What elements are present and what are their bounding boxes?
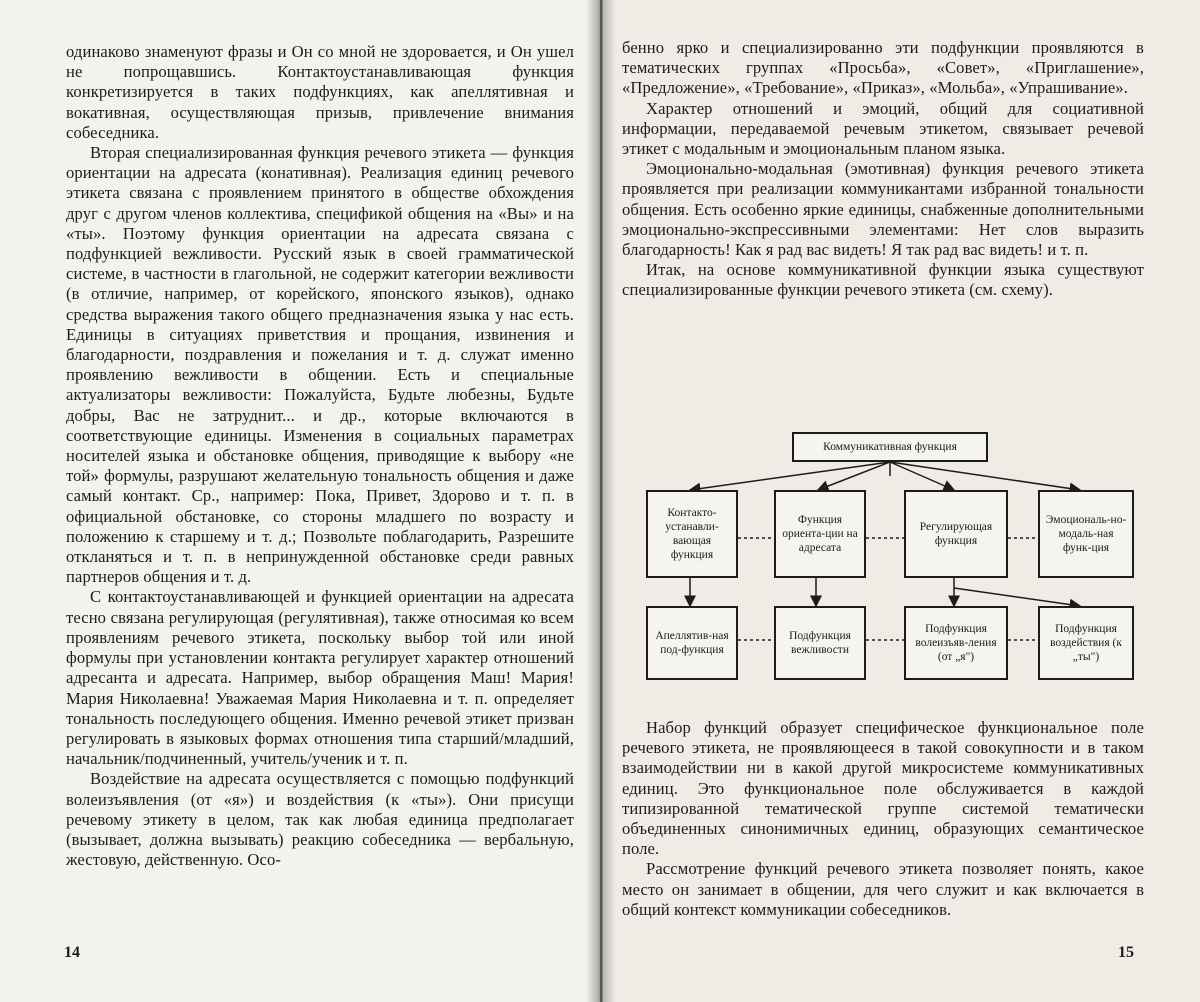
diagram-box: Апеллятив-ная под-функция <box>646 606 738 680</box>
paragraph: С контактоустанавливающей и функцией ориентации на адресата тесно связана регулирующая (регулятивная), также относимая ко всем проявлениям речевого этикета, поскольку выбор той или иной формулы при установлении контакта регулирует характер отношений адресанта и адресата. Например, выбор обращения Маш! Мария! Мария Николаевна! Уважаемая Мария Николаевна и т. п. определяет тональность последующего общения. Именно речевой этикет призван регулировать в языковых формах отношения типа старший/младший, начальник/подчиненный, учитель/ученик и т. п. <box>66 587 574 769</box>
book-gutter <box>586 0 616 1002</box>
functions-diagram <box>640 428 1140 690</box>
paragraph: Характер отношений и эмоций, общий для социативной информации, передаваемой речевым этикетом, связывает речевой этикет с модальным и эмоциональным планом языка. <box>622 99 1144 160</box>
diagram-box: Функция ориента-ции на адресата <box>774 490 866 578</box>
paragraph: одинаково знаменуют фразы и Он со мной не здоровается, и Он ушел не попрощавшись. Контактоустанавливающая функция конкретизируется в таких подфункциях, как апеллятивная и вокативная, осуществляющая призыв, привлечение внимания собеседника. <box>66 42 574 143</box>
connector-line <box>890 462 1080 490</box>
right-text-column-upper <box>622 38 1144 301</box>
diagram-box-root: Коммуникативная функция <box>792 432 988 462</box>
connector-line <box>818 462 890 490</box>
diagram-box: Подфункция вежливости <box>774 606 866 680</box>
left-text-column <box>66 42 574 870</box>
connector-line <box>690 462 890 490</box>
paragraph: Эмоционально-модальная (эмотивная) функция речевого этикета проявляется при реализации коммуникантами избранной тональности общения. Есть особенно яркие единицы, снабженные дополнительными эмоционально-экспрессивными элементами: Нет слов выразить благодарность! Как я рад вас видеть! Я так рад вас видеть! и т. п. <box>622 159 1144 260</box>
diagram-box: Контакто-устанавли-вающая функция <box>646 490 738 578</box>
paragraph: Набор функций образует специфическое функциональное поле речевого этикета, не проявляющееся в такой совокупности и в таком взаимодействии ни в какой другой микросистеме коммуникативных единиц. Это функциональное поле обслуживается в каждой типизированной тематической группе системой тематически объединенных синонимичных единиц, образующих семантическое поле. <box>622 718 1144 859</box>
page-number-left: 14 <box>64 944 80 962</box>
page-number-right: 15 <box>1118 944 1134 962</box>
right-text-column-lower <box>622 718 1144 920</box>
connector-line <box>954 588 1080 606</box>
paragraph: Рассмотрение функций речевого этикета позволяет понять, какое место он занимает в общении, для чего служит и как включается в общий контекст коммуникации собеседников. <box>622 859 1144 920</box>
diagram-box: Регулирующая функция <box>904 490 1008 578</box>
paragraph: Вторая специализированная функция речевого этикета — функция ориентации на адресата (конативная). Реализация единиц речевого этикета связана с проявлением принятого в обществе обхождения друг с другом членов коллектива, спецификой общения на «Вы» и на «ты». Поэтому функция ориентации на адресата связана с подфункцией вежливости. Русский язык в своей грамматической системе, в частности в глагольной, не содержит категории вежливости (в отличие, например, от корейского, японского языков), однако средства выражения такого общего предназначения языка у нас есть. Единицы в ситуациях приветствия и прощания, извинения и благодарности, поздравления и пожелания и т. д. служат именно проявлению вежливости в общении. Есть и специальные актуализаторы вежливости: Пожалуйста, Будьте любезны, Будьте добры, Вас не затруднит... и др., которые включаются в соответствующие единицы. Изменения в социальных параметрах носителей языка и обстановке общения, приводящие к выбору «не той» формулы, разрушают желательную тональность общения и даже самый контакт. Ср., например: Пока, Привет, Здорово и т. п. в официальной обстановке, со стороны младшего по возрасту и положению к старшему и т. д.; Позвольте поблагодарить, Разрешите откланяться и т. п. в непринужденной обстановке среди равных партнеров общения и т. д. <box>66 143 574 587</box>
paragraph: бенно ярко и специализированно эти подфункции проявляются в тематических группах «Просьба», «Совет», «Приглашение», «Предложение», «Требование», «Приказ», «Мольба», «Упрашивание». <box>622 38 1144 99</box>
paragraph: Воздействие на адресата осуществляется с помощью подфункций волеизъявления (от «я») и воздействия (к «ты»). Они присущи речевому этикету в целом, так как любая единица предполагает (вызывает, должна вызывать) реакцию собеседника — вербальную, жестовую, действенную. Осо- <box>66 769 574 870</box>
diagram-box: Подфункция волеизъяв-ления (от „я") <box>904 606 1008 680</box>
paragraph: Итак, на основе коммуникативной функции языка существуют специализированные функции речевого этикета (см. схему). <box>622 260 1144 300</box>
diagram-box: Подфункция воздействия (к „ты") <box>1038 606 1134 680</box>
diagram-box: Эмоциональ-но-модаль-ная функ-ция <box>1038 490 1134 578</box>
